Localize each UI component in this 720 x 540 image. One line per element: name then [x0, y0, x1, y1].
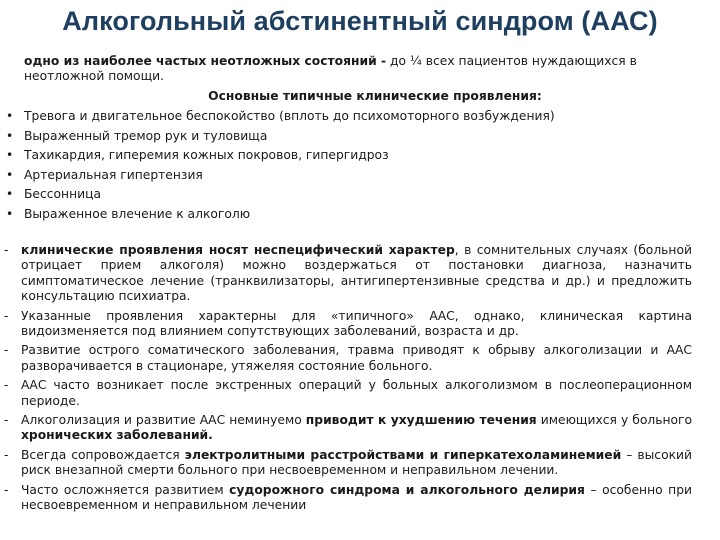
- symptom-text: Тахикардия, гиперемия кожных покровов, гипергидроз: [24, 148, 389, 162]
- note-bold: судорожного синдрома и алкогольного делирия: [229, 482, 585, 497]
- list-item: [6, 146, 555, 166]
- symptoms-heading: Основные типичные клинические проявления:: [208, 89, 542, 103]
- symptom-text: Тревога и двигательное беспокойство (вплоть до психомоторного возбуждения): [24, 109, 555, 123]
- bullet-marker: •: [6, 167, 14, 182]
- list-item: [4, 343, 692, 374]
- list-item: [6, 205, 555, 225]
- note-text: – особенно при несвоевременном и неправильном лечении: [21, 482, 692, 513]
- note-text: Алкоголизация и развитие ААС неминуемо: [21, 413, 306, 428]
- symptom-text: Выраженное влечение к алкоголю: [24, 206, 251, 221]
- note-text: ААС часто возникает после экстренных операций у больных алкоголизмом в послеоперационном периоде.: [21, 378, 692, 408]
- symptom-text: Артериальная гипертензия: [24, 167, 203, 182]
- dash-marker: -: [4, 447, 9, 462]
- note-bold: электролитными расстройствами и гиперкатехоламинемией: [184, 447, 622, 462]
- symptom-text: Выраженный тремор рук и туловища: [24, 128, 268, 143]
- list-item: [4, 413, 692, 444]
- intro-paragraph: [24, 54, 644, 84]
- list-item: [4, 243, 692, 305]
- note-text: Всегда сопровождается: [21, 447, 185, 462]
- bullet-marker: •: [6, 109, 14, 123]
- list-item: [4, 448, 692, 479]
- dash-marker: -: [4, 413, 9, 428]
- bullet-marker: •: [6, 128, 14, 143]
- dash-marker: -: [4, 378, 9, 393]
- bullet-marker: •: [6, 148, 14, 162]
- list-item: [6, 166, 555, 186]
- bullet-marker: •: [6, 206, 14, 221]
- notes-list: [4, 243, 692, 518]
- note-text: имеющихся у больного: [536, 413, 692, 428]
- dash-marker: -: [4, 482, 9, 497]
- list-item: [6, 107, 555, 127]
- dash-marker: -: [4, 343, 9, 358]
- note-text: – высокий риск внезапной смерти больного при несвоевременном и неправильном лечении.: [21, 447, 692, 478]
- list-item: [6, 127, 555, 147]
- list-item: [4, 483, 692, 514]
- note-bold: клинические проявления носят неспецифический характер: [21, 243, 455, 257]
- note-bold: хронических заболеваний.: [21, 428, 213, 443]
- note-text: Часто осложняется развитием: [21, 482, 230, 497]
- list-item: [4, 378, 692, 409]
- list-item: [4, 309, 692, 340]
- intro-rest: до ¼ всех пациентов нуждающихся в неотложной помощи.: [24, 54, 637, 83]
- symptoms-list: [6, 107, 555, 224]
- slide-title: Алкогольный абстинентный синдром (ААС): [62, 6, 658, 36]
- dash-marker: -: [4, 308, 9, 323]
- dash-marker: -: [4, 243, 9, 257]
- bullet-marker: •: [6, 187, 14, 201]
- note-bold: приводит к ухудшению течения: [305, 413, 537, 428]
- note-text: Указанные проявления характерны для «типичного» ААС, однако, клиническая картина видоизменяется под влиянием сопутствующих заболеваний, возраста и др.: [21, 308, 692, 339]
- note-text: Развитие острого соматического заболевания, травма приводят к обрыву алкоголизации и ААС разворачивается в стационаре, утяжеляя состояние больного.: [21, 343, 692, 373]
- note-text: , в сомнительных случаях (больной отрицает прием алкоголя) можно воздержаться от постановки диагноза, назначить симптоматическое лечение (транквилизаторы, антигипертензивные средства и др.) и предложить консультацию психиатра.: [21, 243, 692, 304]
- list-item: [6, 185, 555, 205]
- symptom-text: Бессонница: [24, 187, 102, 201]
- intro-bold: одно из наиболее частых неотложных состояний -: [24, 54, 387, 68]
